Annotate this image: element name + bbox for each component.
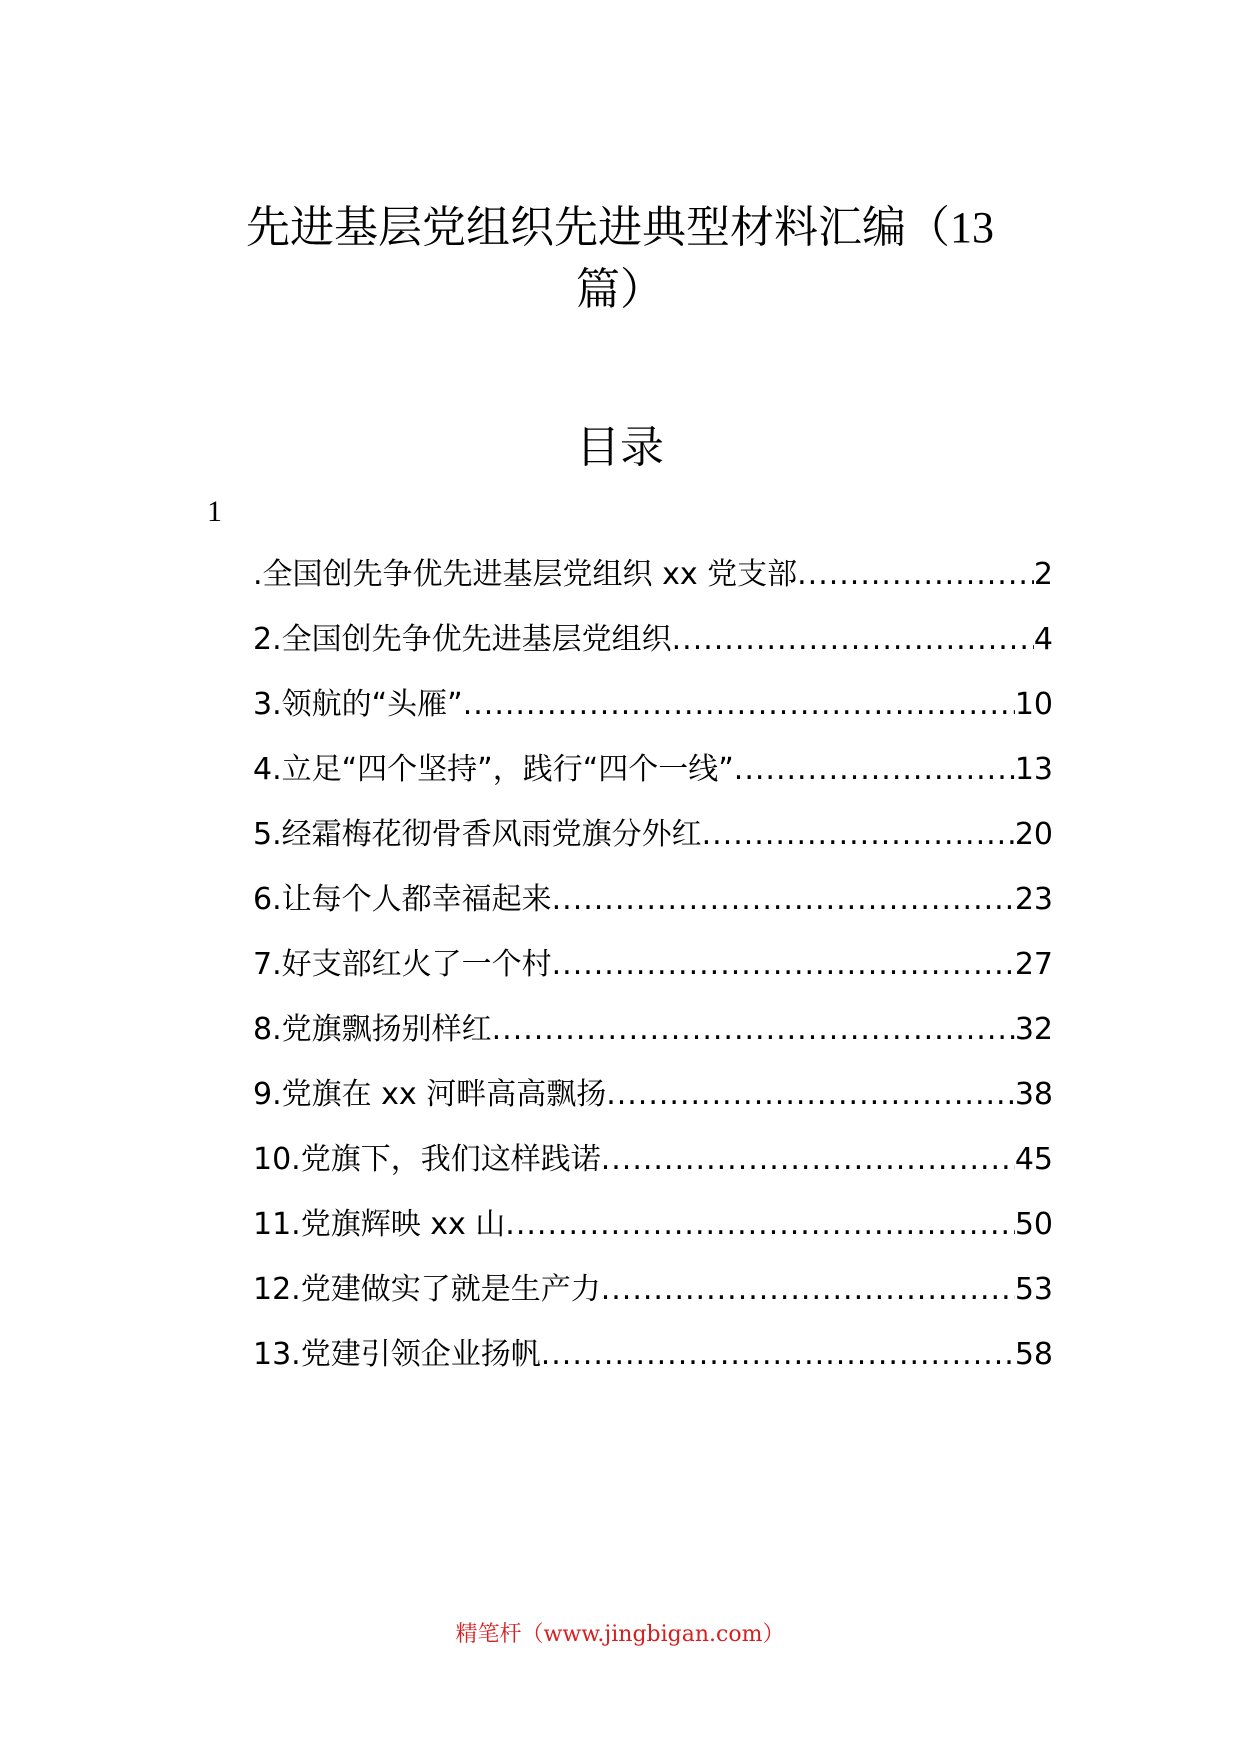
toc-dot-leader — [552, 945, 1015, 985]
toc-dot-leader — [797, 555, 1034, 595]
toc-entry[interactable] — [253, 555, 1053, 620]
toc-entry[interactable] — [253, 880, 1053, 945]
table-of-contents — [253, 555, 1053, 1400]
toc-entry-label: 3.领航的“头雁” — [253, 687, 463, 722]
toc-entry-label: .全国创先争优先进基层党组织 xx 党支部 — [253, 557, 798, 592]
toc-entry[interactable] — [253, 1270, 1053, 1335]
toc-entry-page: 32 — [1014, 1012, 1053, 1047]
toc-entry-page: 50 — [1014, 1207, 1053, 1242]
toc-entry-page: 53 — [1014, 1272, 1053, 1307]
toc-entry-label: 4.立足“四个坚持”，践行“四个一线” — [253, 752, 734, 787]
toc-dot-leader — [505, 1205, 1015, 1245]
toc-entry[interactable] — [253, 685, 1053, 750]
toc-entry-page: 10 — [1014, 687, 1053, 722]
toc-entry[interactable] — [253, 620, 1053, 685]
toc-entry-label: 6.让每个人都幸福起来 — [253, 882, 552, 917]
toc-entry[interactable] — [253, 815, 1053, 880]
toc-entry-page: 2 — [1033, 557, 1053, 592]
toc-entry-label: 12.党建做实了就是生产力 — [253, 1272, 601, 1307]
toc-heading: 目录 — [576, 422, 664, 473]
toc-entry[interactable] — [253, 1010, 1053, 1075]
toc-entry[interactable] — [253, 1075, 1053, 1140]
toc-entry-label: 7.好支部红火了一个村 — [253, 947, 552, 982]
toc-dot-leader — [492, 1010, 1015, 1050]
toc-entry-page: 27 — [1014, 947, 1053, 982]
toc-entry[interactable] — [253, 1205, 1053, 1270]
toc-entry[interactable] — [253, 1335, 1053, 1400]
toc-entry-label: 10.党旗下，我们这样践诺 — [253, 1142, 601, 1177]
toc-entry-page: 4 — [1033, 622, 1053, 657]
toc-entry-page: 38 — [1014, 1077, 1053, 1112]
toc-entry-label: 2.全国创先争优先进基层党组织 — [253, 622, 672, 657]
document-title-line-1 — [180, 197, 1060, 259]
title-count: 13 — [950, 203, 994, 252]
title-text: 先进基层党组织先进典型材料汇编（ — [246, 202, 950, 253]
toc-entry-label: 11.党旗辉映 xx 山 — [253, 1207, 506, 1242]
toc-entry-label: 13.党建引领企业扬帆 — [253, 1337, 541, 1372]
toc-dot-leader — [541, 1335, 1015, 1375]
toc-level-marker: 1 — [207, 495, 222, 528]
toc-entry[interactable] — [253, 945, 1053, 1010]
toc-entry-page: 45 — [1014, 1142, 1053, 1177]
toc-dot-leader — [463, 685, 1015, 725]
toc-entry-label: 5.经霜梅花彻骨香风雨党旗分外红 — [253, 817, 702, 852]
toc-dot-leader — [552, 880, 1015, 920]
toc-entry[interactable] — [253, 750, 1053, 815]
document-title-line-2: 篇） — [576, 264, 664, 315]
toc-entry-label: 8.党旗飘扬别样红 — [253, 1012, 492, 1047]
toc-entry-label: 9.党旗在 xx 河畔高高飘扬 — [253, 1077, 607, 1112]
toc-dot-leader — [672, 620, 1034, 660]
toc-dot-leader — [606, 1075, 1015, 1115]
toc-entry-page: 20 — [1014, 817, 1053, 852]
toc-dot-leader — [601, 1140, 1015, 1180]
toc-entry-page: 23 — [1014, 882, 1053, 917]
toc-dot-leader — [601, 1270, 1015, 1310]
toc-dot-leader — [734, 750, 1015, 790]
toc-entry[interactable] — [253, 1140, 1053, 1205]
toc-dot-leader — [702, 815, 1015, 855]
toc-entry-page: 13 — [1014, 752, 1053, 787]
footer-watermark: 精笔杆（www.jingbigan.com） — [455, 1622, 785, 1647]
toc-entry-page: 58 — [1014, 1337, 1053, 1372]
